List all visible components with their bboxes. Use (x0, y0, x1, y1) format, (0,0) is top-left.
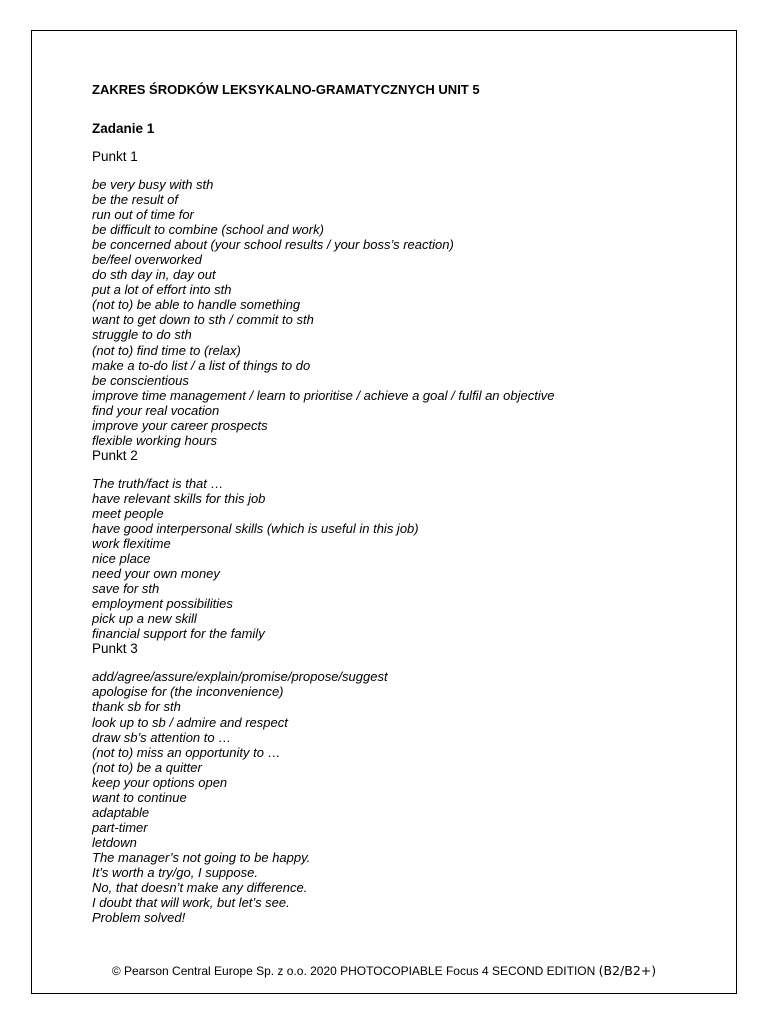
task-label: Zadanie 1 (92, 121, 155, 136)
list-item: The truth/fact is that … (92, 475, 224, 491)
list-item: work flexitime (92, 536, 171, 552)
list-item: find your real vocation (92, 402, 220, 418)
list-item: have relevant skills for this job (92, 490, 266, 506)
list-item: put a lot of effort into sth (92, 282, 232, 298)
list-item: want to continue (92, 789, 187, 805)
list-item: draw sb’s attention to … (92, 729, 232, 745)
list-item: want to get down to sth / commit to sth (92, 312, 314, 328)
section-heading-punkt-1: Punkt 1 (92, 149, 138, 164)
list-item: pick up a new skill (92, 611, 197, 627)
list-item: Problem solved! (92, 910, 186, 926)
list-item: letdown (92, 834, 137, 850)
list-item: (not to) be able to handle something (92, 297, 301, 313)
copyright-footer (0, 963, 768, 979)
document-body (92, 82, 712, 925)
list-item: be very busy with sth (92, 177, 214, 192)
list-item: keep your options open (92, 774, 228, 790)
list-item: be concerned about (your school results / your boss’s reaction) (92, 237, 454, 253)
list-item: be difficult to combine (school and work) (92, 222, 324, 238)
list-item: add/agree/assure/explain/promise/propose/suggest (92, 669, 388, 685)
list-item: be conscientious (92, 372, 189, 388)
vocab-list-punkt-2 (92, 476, 712, 642)
list-item: It’s worth a try/go, I suppose. (92, 864, 258, 880)
list-item: run out of time for (92, 207, 194, 223)
list-item: employment possibilities (92, 596, 233, 612)
list-item: improve your career prospects (92, 417, 268, 433)
list-item: adaptable (92, 804, 150, 820)
list-item: apologise for (the inconvenience) (92, 684, 284, 700)
section-heading-punkt-3: Punkt 3 (92, 641, 138, 657)
phrase-list-punkt-3 (92, 850, 712, 925)
list-item: (not to) miss an opportunity to … (92, 744, 281, 760)
list-item: The manager’s not going to be happy. (92, 849, 311, 865)
list-item: flexible working hours (92, 432, 218, 448)
list-item: look up to sb / admire and respect (92, 714, 288, 730)
list-item: save for sth (92, 581, 160, 597)
list-item: make a to-do list / a list of things to do (92, 357, 311, 373)
vocab-list-punkt-3 (92, 669, 712, 850)
list-item: do sth day in, day out (92, 267, 216, 283)
list-item: (not to) be a quitter (92, 759, 202, 775)
list-item: struggle to do sth (92, 327, 192, 343)
section-heading-punkt-2: Punkt 2 (92, 447, 138, 463)
list-item: be the result of (92, 192, 178, 208)
list-item: be/feel overworked (92, 252, 202, 268)
list-item: financial support for the family (92, 626, 265, 642)
document-title: ZAKRES ŚRODKÓW LEKSYKALNO-GRAMATYCZNYCH UNIT 5 (92, 82, 480, 97)
list-item: I doubt that will work, but let’s see. (92, 895, 290, 911)
footer-level: (B2/B2+) (598, 963, 657, 978)
list-item: nice place (92, 551, 151, 567)
list-item: need your own money (92, 566, 220, 582)
vocab-list-punkt-1 (92, 177, 712, 448)
list-item: part-timer (92, 819, 148, 835)
list-item: No, that doesn’t make any difference. (92, 880, 308, 896)
list-item: meet people (92, 505, 164, 521)
footer-text: © Pearson Central Europe Sp. z o.o. 2020 PHOTOCOPIABLE Focus 4 SECOND EDITION (111, 964, 599, 978)
list-item: thank sb for sth (92, 699, 181, 715)
list-item: improve time management / learn to prioritise / achieve a goal / fulfil an objective (92, 387, 555, 403)
list-item: (not to) find time to (relax) (92, 342, 241, 358)
list-item: have good interpersonal skills (which is useful in this job) (92, 520, 419, 536)
